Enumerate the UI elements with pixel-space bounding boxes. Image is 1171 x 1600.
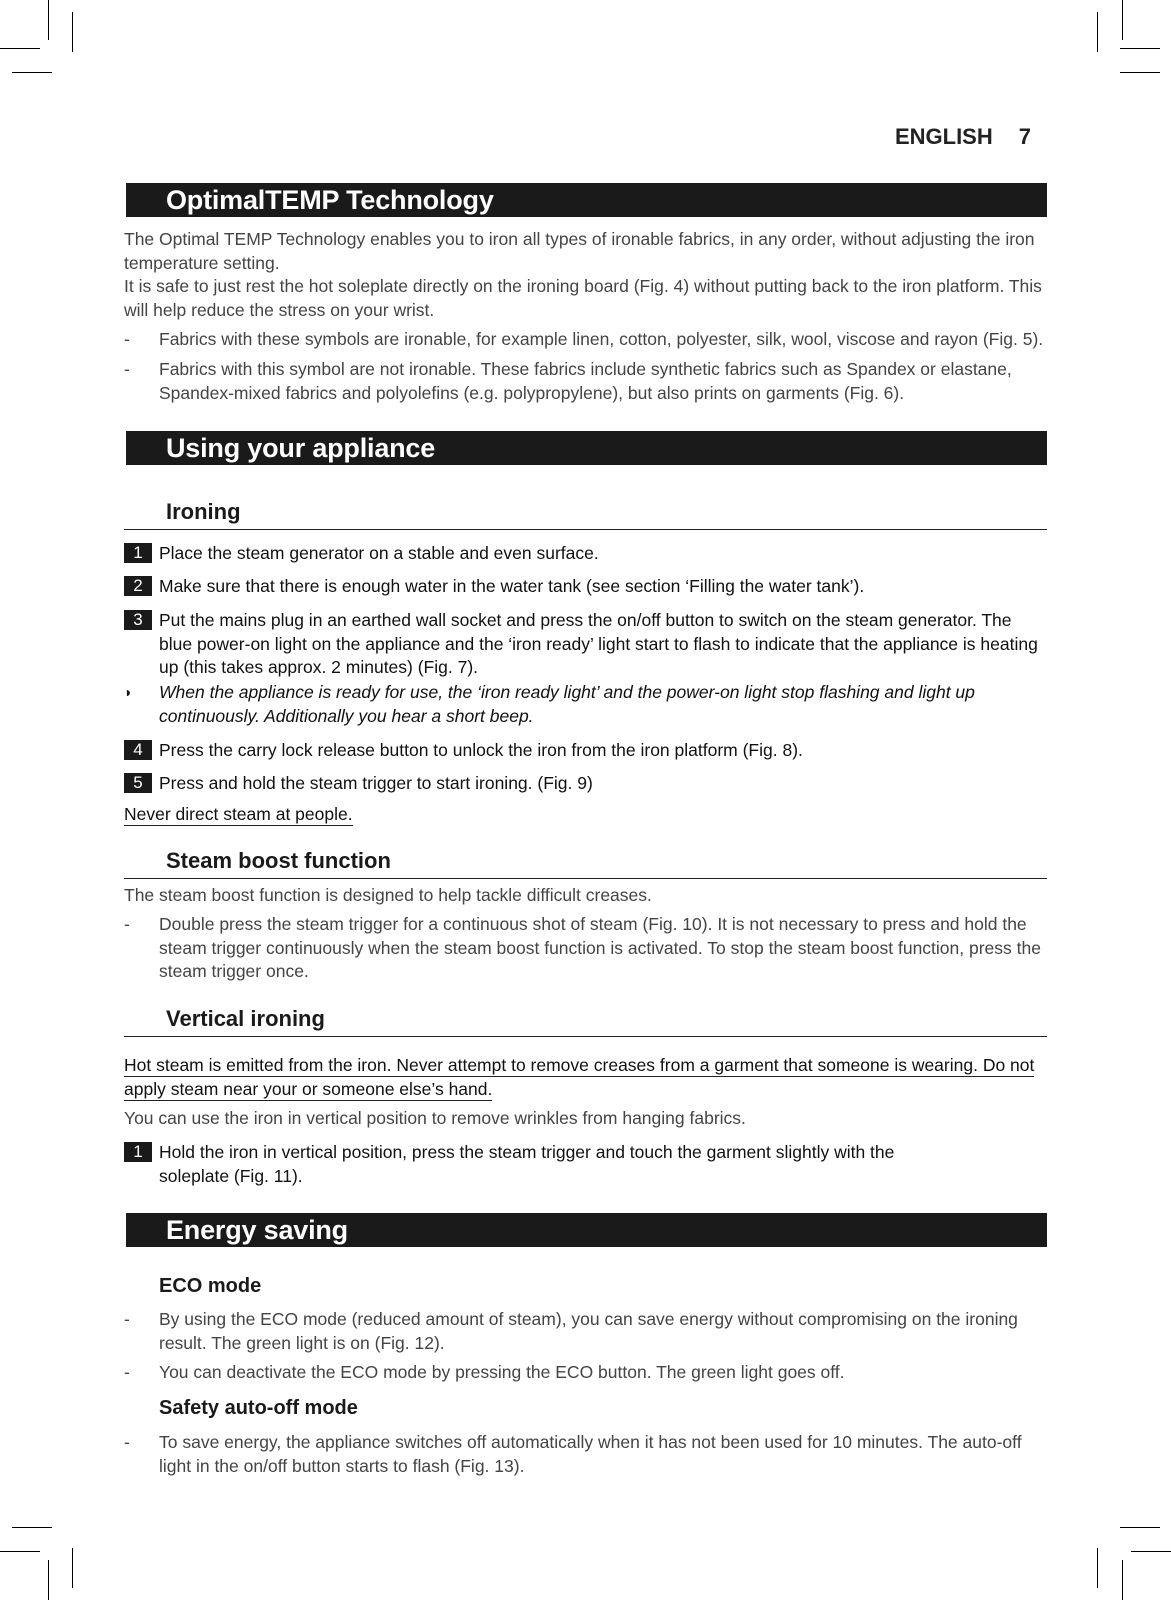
crop-mark <box>0 48 40 49</box>
dash-marker: - <box>124 359 130 379</box>
step-text: Make sure that there is enough water in the water tank (see section ‘Filling the water tank’). <box>159 576 865 596</box>
crop-mark <box>0 1551 40 1552</box>
step-item <box>124 1141 924 1188</box>
dash-marker: - <box>124 1309 130 1329</box>
section-title-optimaltemp: OptimalTEMP Technology <box>126 183 1047 217</box>
step-item <box>124 772 1047 796</box>
dash-marker: - <box>124 329 130 349</box>
crop-mark <box>1097 12 1098 52</box>
crop-mark <box>1122 1560 1123 1600</box>
crop-mark <box>72 12 73 52</box>
page-header <box>895 124 1031 150</box>
warning-text-content: Never direct steam at people. <box>124 804 353 824</box>
step-number: 1 <box>124 1142 152 1162</box>
result-marker-icon: ◗ <box>124 684 133 700</box>
subsection-title-safety: Safety auto-off mode <box>159 1397 358 1419</box>
step-number: 2 <box>124 576 152 596</box>
result-text: When the appliance is ready for use, the ‘iron ready light’ and the power-on light stop flashing and light up continuously. Additionally you hear a short beep. <box>159 682 975 726</box>
step-item <box>124 542 1047 566</box>
crop-mark <box>48 0 49 40</box>
list-item <box>124 1361 1047 1385</box>
crop-mark <box>1097 1548 1098 1588</box>
list-item <box>124 358 1047 405</box>
list-item-text: By using the ECO mode (reduced amount of steam), you can save energy without compromising on the ironing result. The green light is on (Fig. 12). <box>159 1309 1018 1353</box>
step-item <box>124 739 1047 763</box>
list-item <box>124 1431 1047 1478</box>
dash-marker: - <box>124 1362 130 1382</box>
crop-mark <box>1122 0 1123 40</box>
result-item <box>124 681 1047 728</box>
list-item <box>124 328 1047 352</box>
step-item <box>124 575 1047 599</box>
crop-mark <box>72 1548 73 1588</box>
section-title-using: Using your appliance <box>126 431 1047 465</box>
crop-mark <box>12 72 52 73</box>
vertical-intro: You can use the iron in vertical position to remove wrinkles from hanging fabrics. <box>124 1108 746 1128</box>
step-text: Put the mains plug in an earthed wall socket and press the on/off button to switch on the steam generator. The blue power-on light on the appliance and the ‘iron ready’ light start to flash to indicate that the appliance is heating up (this takes approx. 2 minutes) (Fig. 7). <box>159 610 1038 677</box>
step-number: 1 <box>124 543 152 563</box>
list-item-text: Fabrics with this symbol are not ironable. These fabrics include synthetic fabrics such as Spandex or elastane, Spandex-mixed fabrics and polyolefins (e.g. polypropylene), but also prints on garments (Fig. 6). <box>159 359 1012 403</box>
optimaltemp-paragraph-1: The Optimal TEMP Technology enables you to iron all types of ironable fabrics, in any order, without adjusting the iron temperature setting. <box>124 229 1035 273</box>
crop-mark <box>1120 1527 1160 1528</box>
subsection-title-eco: ECO mode <box>159 1275 262 1297</box>
language-label: ENGLISH <box>894 124 993 149</box>
step-number: 4 <box>124 740 152 760</box>
subsection-title-vertical: Vertical ironing <box>124 1004 1047 1037</box>
crop-mark <box>1120 48 1160 49</box>
page-number: 7 <box>1018 124 1031 149</box>
step-text: Press and hold the steam trigger to start ironing. (Fig. 9) <box>159 773 593 793</box>
optimaltemp-paragraph-2: It is safe to just rest the hot soleplate directly on the ironing board (Fig. 4) without putting back to the iron platform. This will help reduce the stress on your wrist. <box>124 276 1042 320</box>
list-item-text: Double press the steam trigger for a continuous shot of steam (Fig. 10). It is not necessary to press and hold the steam trigger continuously when the steam boost function is activated. To stop the steam boost function, press the steam trigger once. <box>159 914 1041 981</box>
crop-mark <box>48 1560 49 1600</box>
section-title-energy: Energy saving <box>126 1213 1047 1247</box>
step-text: Place the steam generator on a stable and even surface. <box>159 543 599 563</box>
step-number: 5 <box>124 773 152 793</box>
warning-text-content: Hot steam is emitted from the iron. Never attempt to remove creases from a garment that someone is wearing. Do not apply steam near your or someone else’s hand. <box>124 1055 1035 1099</box>
warning-text <box>124 1054 1047 1101</box>
step-number: 3 <box>124 610 152 630</box>
crop-mark <box>12 1527 52 1528</box>
crop-mark <box>1131 1551 1171 1552</box>
subsection-title-steam-boost: Steam boost function <box>124 846 1047 879</box>
steam-boost-intro: The steam boost function is designed to help tackle difficult creases. <box>124 885 652 905</box>
step-text: Hold the iron in vertical position, press the steam trigger and touch the garment slightly with the soleplate (Fig. 11). <box>159 1142 895 1186</box>
subsection-title-ironing: Ironing <box>124 497 1047 530</box>
list-item <box>124 1308 1047 1355</box>
list-item-text: To save energy, the appliance switches off automatically when it has not been used for 10 minutes. The auto-off light in the on/off button starts to flash (Fig. 13). <box>159 1432 1022 1476</box>
list-item-text: You can deactivate the ECO mode by pressing the ECO button. The green light goes off. <box>159 1362 845 1382</box>
list-item-text: Fabrics with these symbols are ironable, for example linen, cotton, polyester, silk, wool, viscose and rayon (Fig. 5). <box>159 329 1044 349</box>
list-item <box>124 913 1047 984</box>
step-item <box>124 609 1047 680</box>
warning-text <box>124 803 1047 827</box>
dash-marker: - <box>124 914 130 934</box>
dash-marker: - <box>124 1432 130 1452</box>
crop-mark <box>1120 72 1160 73</box>
step-text: Press the carry lock release button to unlock the iron from the iron platform (Fig. 8). <box>159 740 803 760</box>
